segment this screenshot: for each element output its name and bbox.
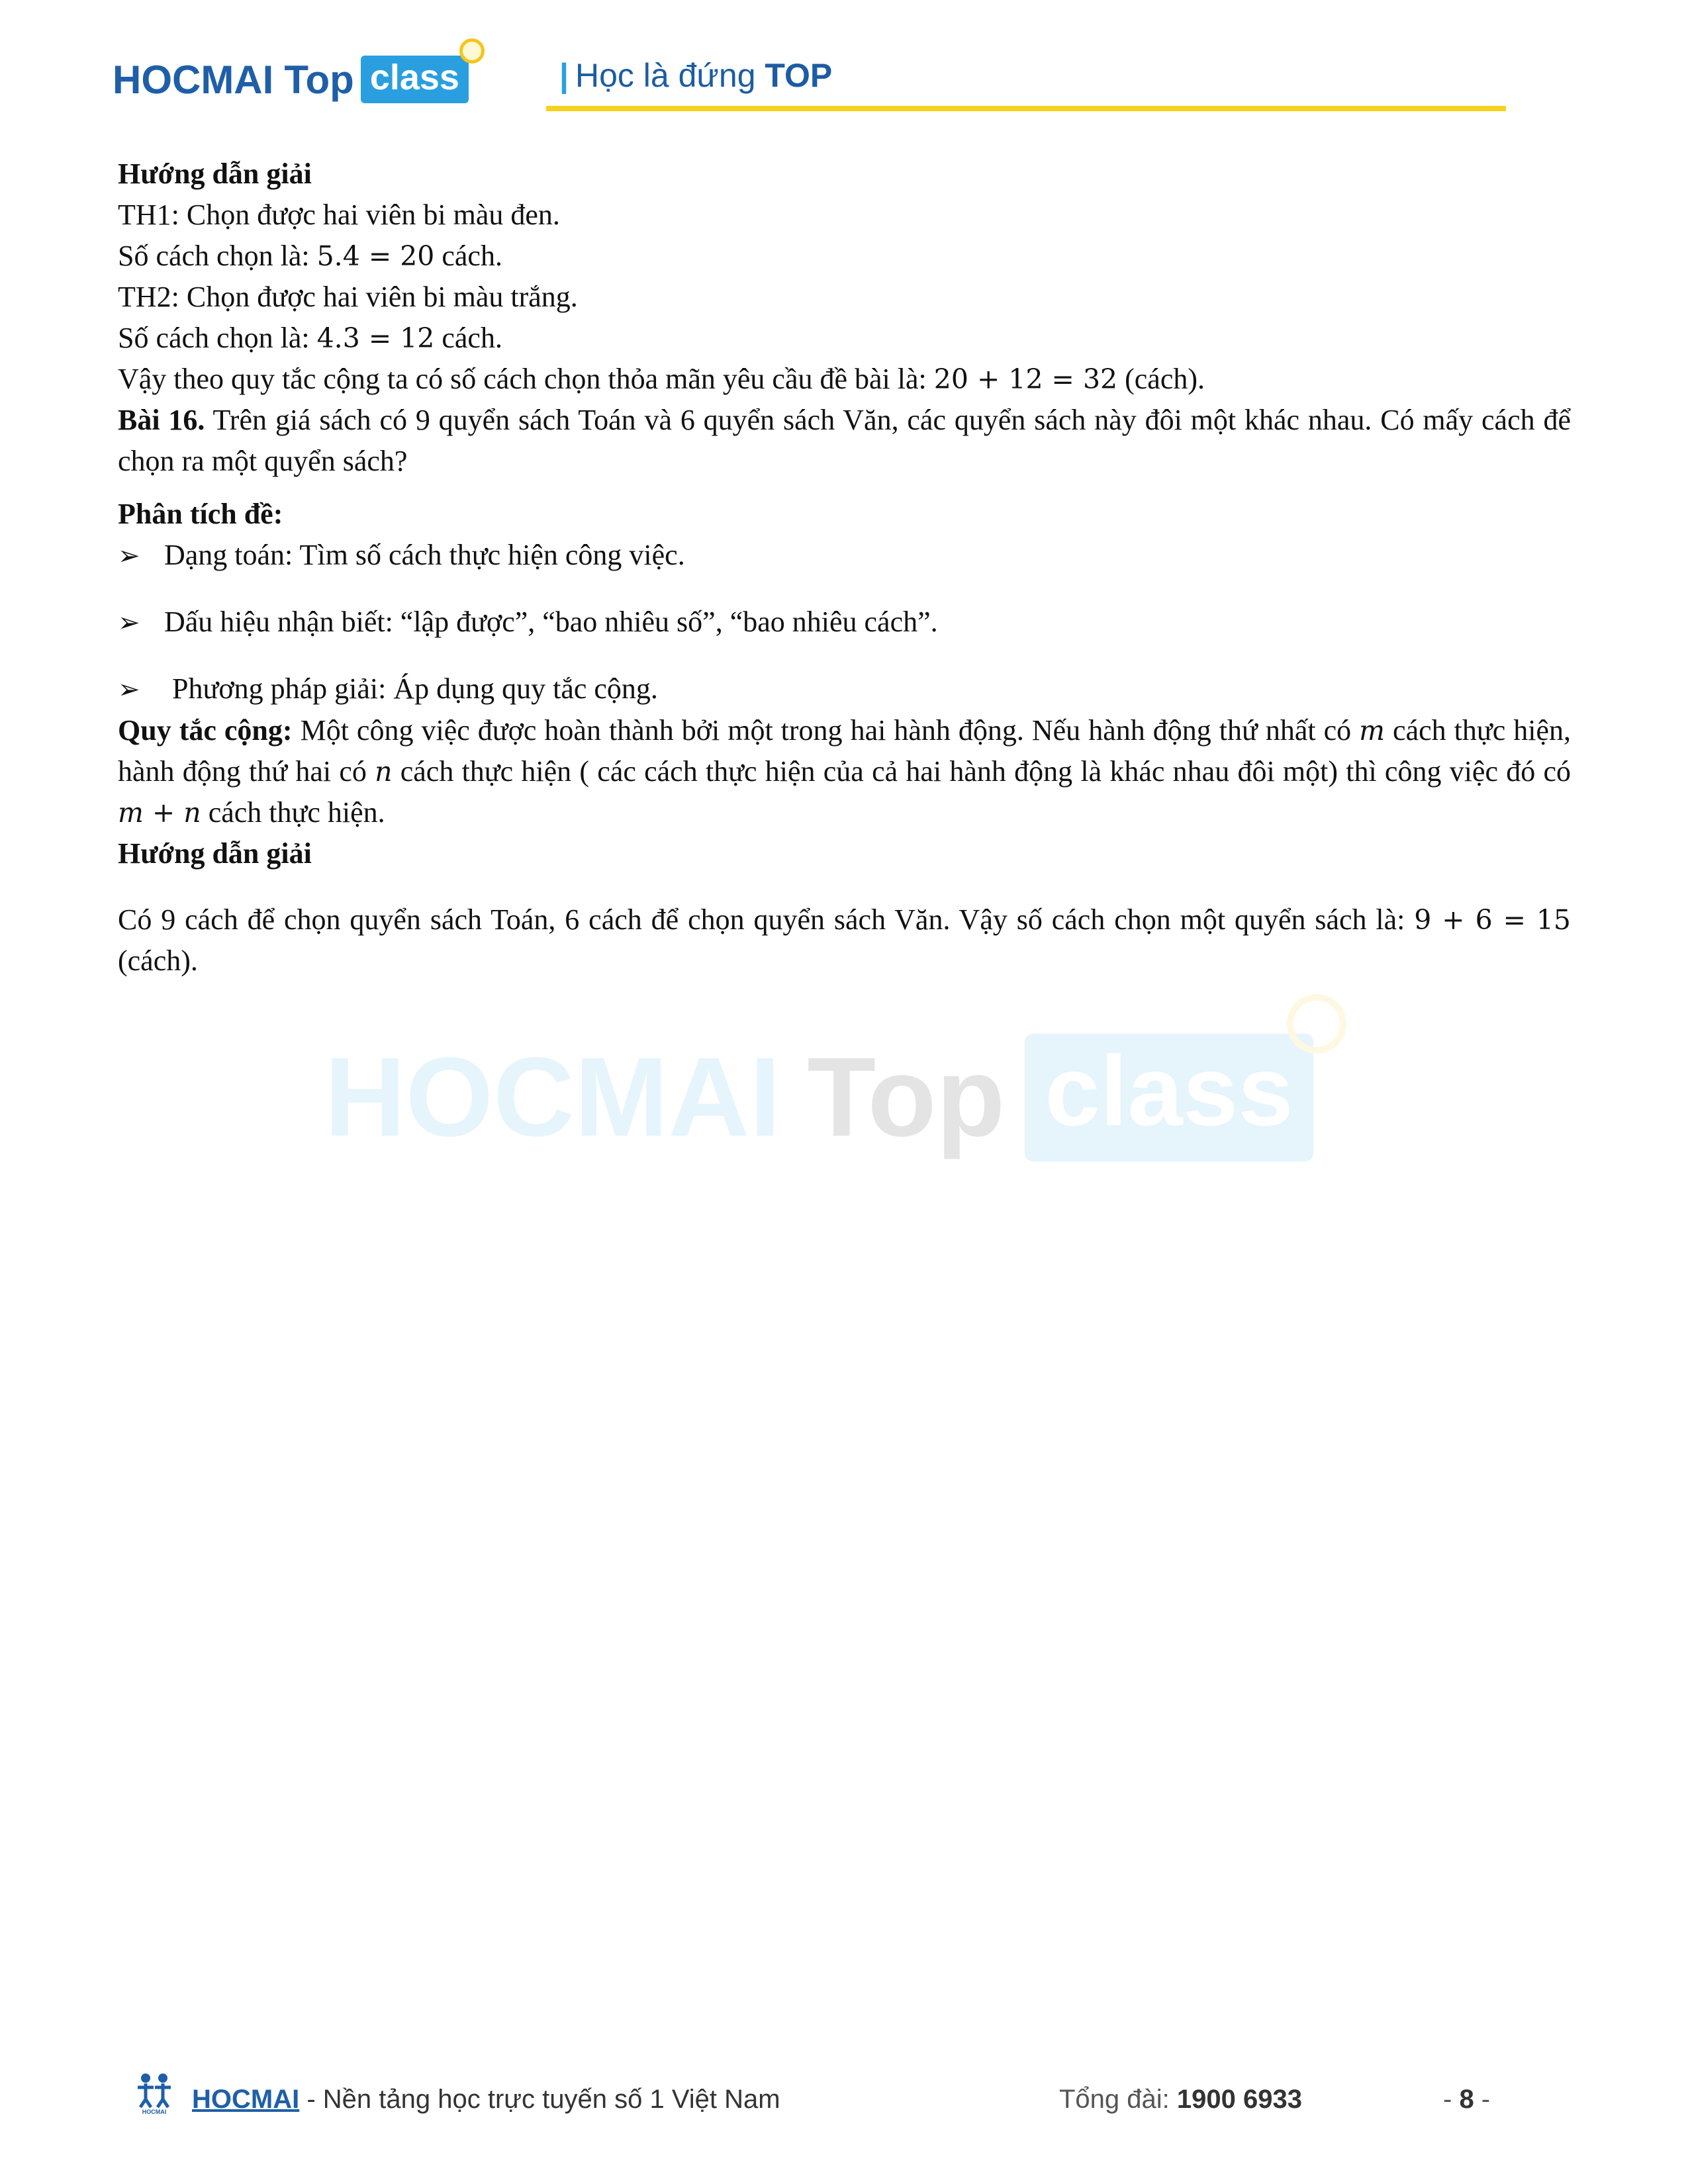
logo-class-badge: [361, 56, 469, 103]
problem-16: [118, 400, 1571, 482]
footer-brand-link[interactable]: HOCMAI: [192, 2085, 300, 2114]
header-divider: [546, 106, 1506, 111]
logo-hocmai-text: HOCMAI: [113, 57, 274, 102]
conclusion-math: 20 + 12 = 32: [933, 363, 1118, 395]
expression-m-plus-n: m + n: [118, 797, 201, 829]
arrow-bullet-icon: ➢: [118, 608, 140, 638]
page-footer: [0, 2065, 1688, 2124]
addition-rule: [118, 710, 1571, 833]
footer-slogan: [192, 2085, 780, 2115]
case-1-count-suffix: cách.: [434, 240, 502, 272]
watermark-hocmai: HOCMAI: [324, 1034, 781, 1160]
case-2-math: 4.3 = 12: [316, 322, 435, 354]
arrow-bullet-icon: ➢: [118, 674, 140, 705]
case-1-math: 5.4 = 20: [316, 240, 435, 272]
addition-rule-part-3: cách thực hiện ( các cách thực hiện của cả hai hành động là khác nhau đôi một) thì công việc đó có: [392, 755, 1571, 788]
analysis-bullet-text: Dấu hiệu nhận biết: “lập được”, “bao nhiêu số”, “bao nhiêu cách”.: [164, 606, 938, 638]
analysis-bullet-3: [118, 668, 1571, 710]
analysis-heading: Phân tích đề:: [118, 498, 283, 530]
page-header: [0, 0, 1688, 132]
solution-heading-2: Hướng dẫn giải: [118, 837, 312, 870]
hotline-number: 1900 6933: [1176, 2085, 1302, 2114]
case-2-count: [118, 318, 1571, 359]
page-number: [1443, 2085, 1490, 2115]
solution-2-text: [118, 899, 1571, 981]
hocmai-people-logo-icon: [131, 2071, 177, 2115]
conclusion: [118, 359, 1571, 400]
page-prefix: -: [1443, 2085, 1460, 2114]
watermark-top: Top: [807, 1034, 1006, 1160]
logo-top-text: Top: [284, 57, 354, 102]
case-1-text: TH1: Chọn được hai viên bi màu đen.: [118, 199, 560, 231]
case-1-count-prefix: Số cách chọn là:: [118, 240, 317, 272]
analysis-bullet-text: Dạng toán: Tìm số cách thực hiện công việc.: [164, 539, 685, 571]
analysis-bullet-text: Phương pháp giải: Áp dụng quy tắc cộng.: [172, 672, 658, 705]
case-2-count-suffix: cách.: [434, 322, 502, 354]
sun-icon: [459, 38, 485, 64]
page-number-value: 8: [1459, 2085, 1474, 2114]
analysis-bullet-1: [118, 535, 1571, 576]
hotline-label: Tổng đài:: [1059, 2085, 1177, 2114]
tagline-bar: |: [559, 57, 569, 94]
watermark-sun-icon: [1287, 994, 1346, 1054]
analysis-bullet-2: [118, 602, 1571, 643]
watermark-class-badge: [1025, 1034, 1313, 1161]
document-body: [118, 154, 1571, 981]
case-2-count-prefix: Số cách chọn là:: [118, 322, 317, 354]
addition-rule-label: Quy tắc cộng:: [118, 714, 293, 747]
addition-rule-part-2: cách thực hiện, hành động thứ hai có: [118, 714, 1571, 788]
header-tagline: [559, 56, 832, 95]
problem-16-text: Trên giá sách có 9 quyển sách Toán và 6 quyển sách Văn, các quyển sách này đôi một khác nhau. Có mấy cách để chọn ra một quyển sách?: [118, 404, 1571, 477]
case-1-count: [118, 236, 1571, 277]
watermark-class: class: [1045, 1034, 1293, 1146]
footer-hotline: [1059, 2085, 1302, 2115]
solution-2-math: 9 + 6 = 15: [1414, 904, 1571, 936]
arrow-bullet-icon: ➢: [118, 541, 140, 571]
logo-class-text: class: [369, 58, 459, 97]
watermark-logo: [324, 1032, 1313, 1162]
variable-n: n: [375, 756, 393, 788]
problem-16-label: Bài 16.: [118, 404, 205, 436]
tagline-text: Học là đứng: [575, 57, 765, 94]
variable-m: m: [1359, 715, 1385, 747]
conclusion-prefix: Vậy theo quy tắc cộng ta có số cách chọn thỏa mãn yêu cầu đề bài là:: [118, 363, 934, 395]
footer-slogan-text: - Nền tảng học trực tuyến số 1 Việt Nam: [299, 2085, 780, 2114]
footer-logo-text: HOCMAI: [142, 2109, 167, 2115]
solution-heading-1: Hướng dẫn giải: [118, 158, 312, 190]
addition-rule-part-4: cách thực hiện.: [201, 796, 385, 829]
conclusion-suffix: (cách).: [1117, 363, 1205, 395]
solution-2-suffix: (cách).: [118, 944, 198, 977]
addition-rule-part-1: Một công việc được hoàn thành bởi một trong hai hành động. Nếu hành động thứ nhất có: [292, 714, 1360, 747]
hocmai-topclass-logo: [113, 46, 469, 113]
page-suffix: -: [1474, 2085, 1491, 2114]
case-2-text: TH2: Chọn được hai viên bi màu trắng.: [118, 281, 578, 313]
solution-2-body: Có 9 cách để chọn quyển sách Toán, 6 cách để chọn quyển sách Văn. Vậy số cách chọn một quyển sách là:: [118, 903, 1415, 936]
tagline-top: TOP: [765, 57, 833, 94]
